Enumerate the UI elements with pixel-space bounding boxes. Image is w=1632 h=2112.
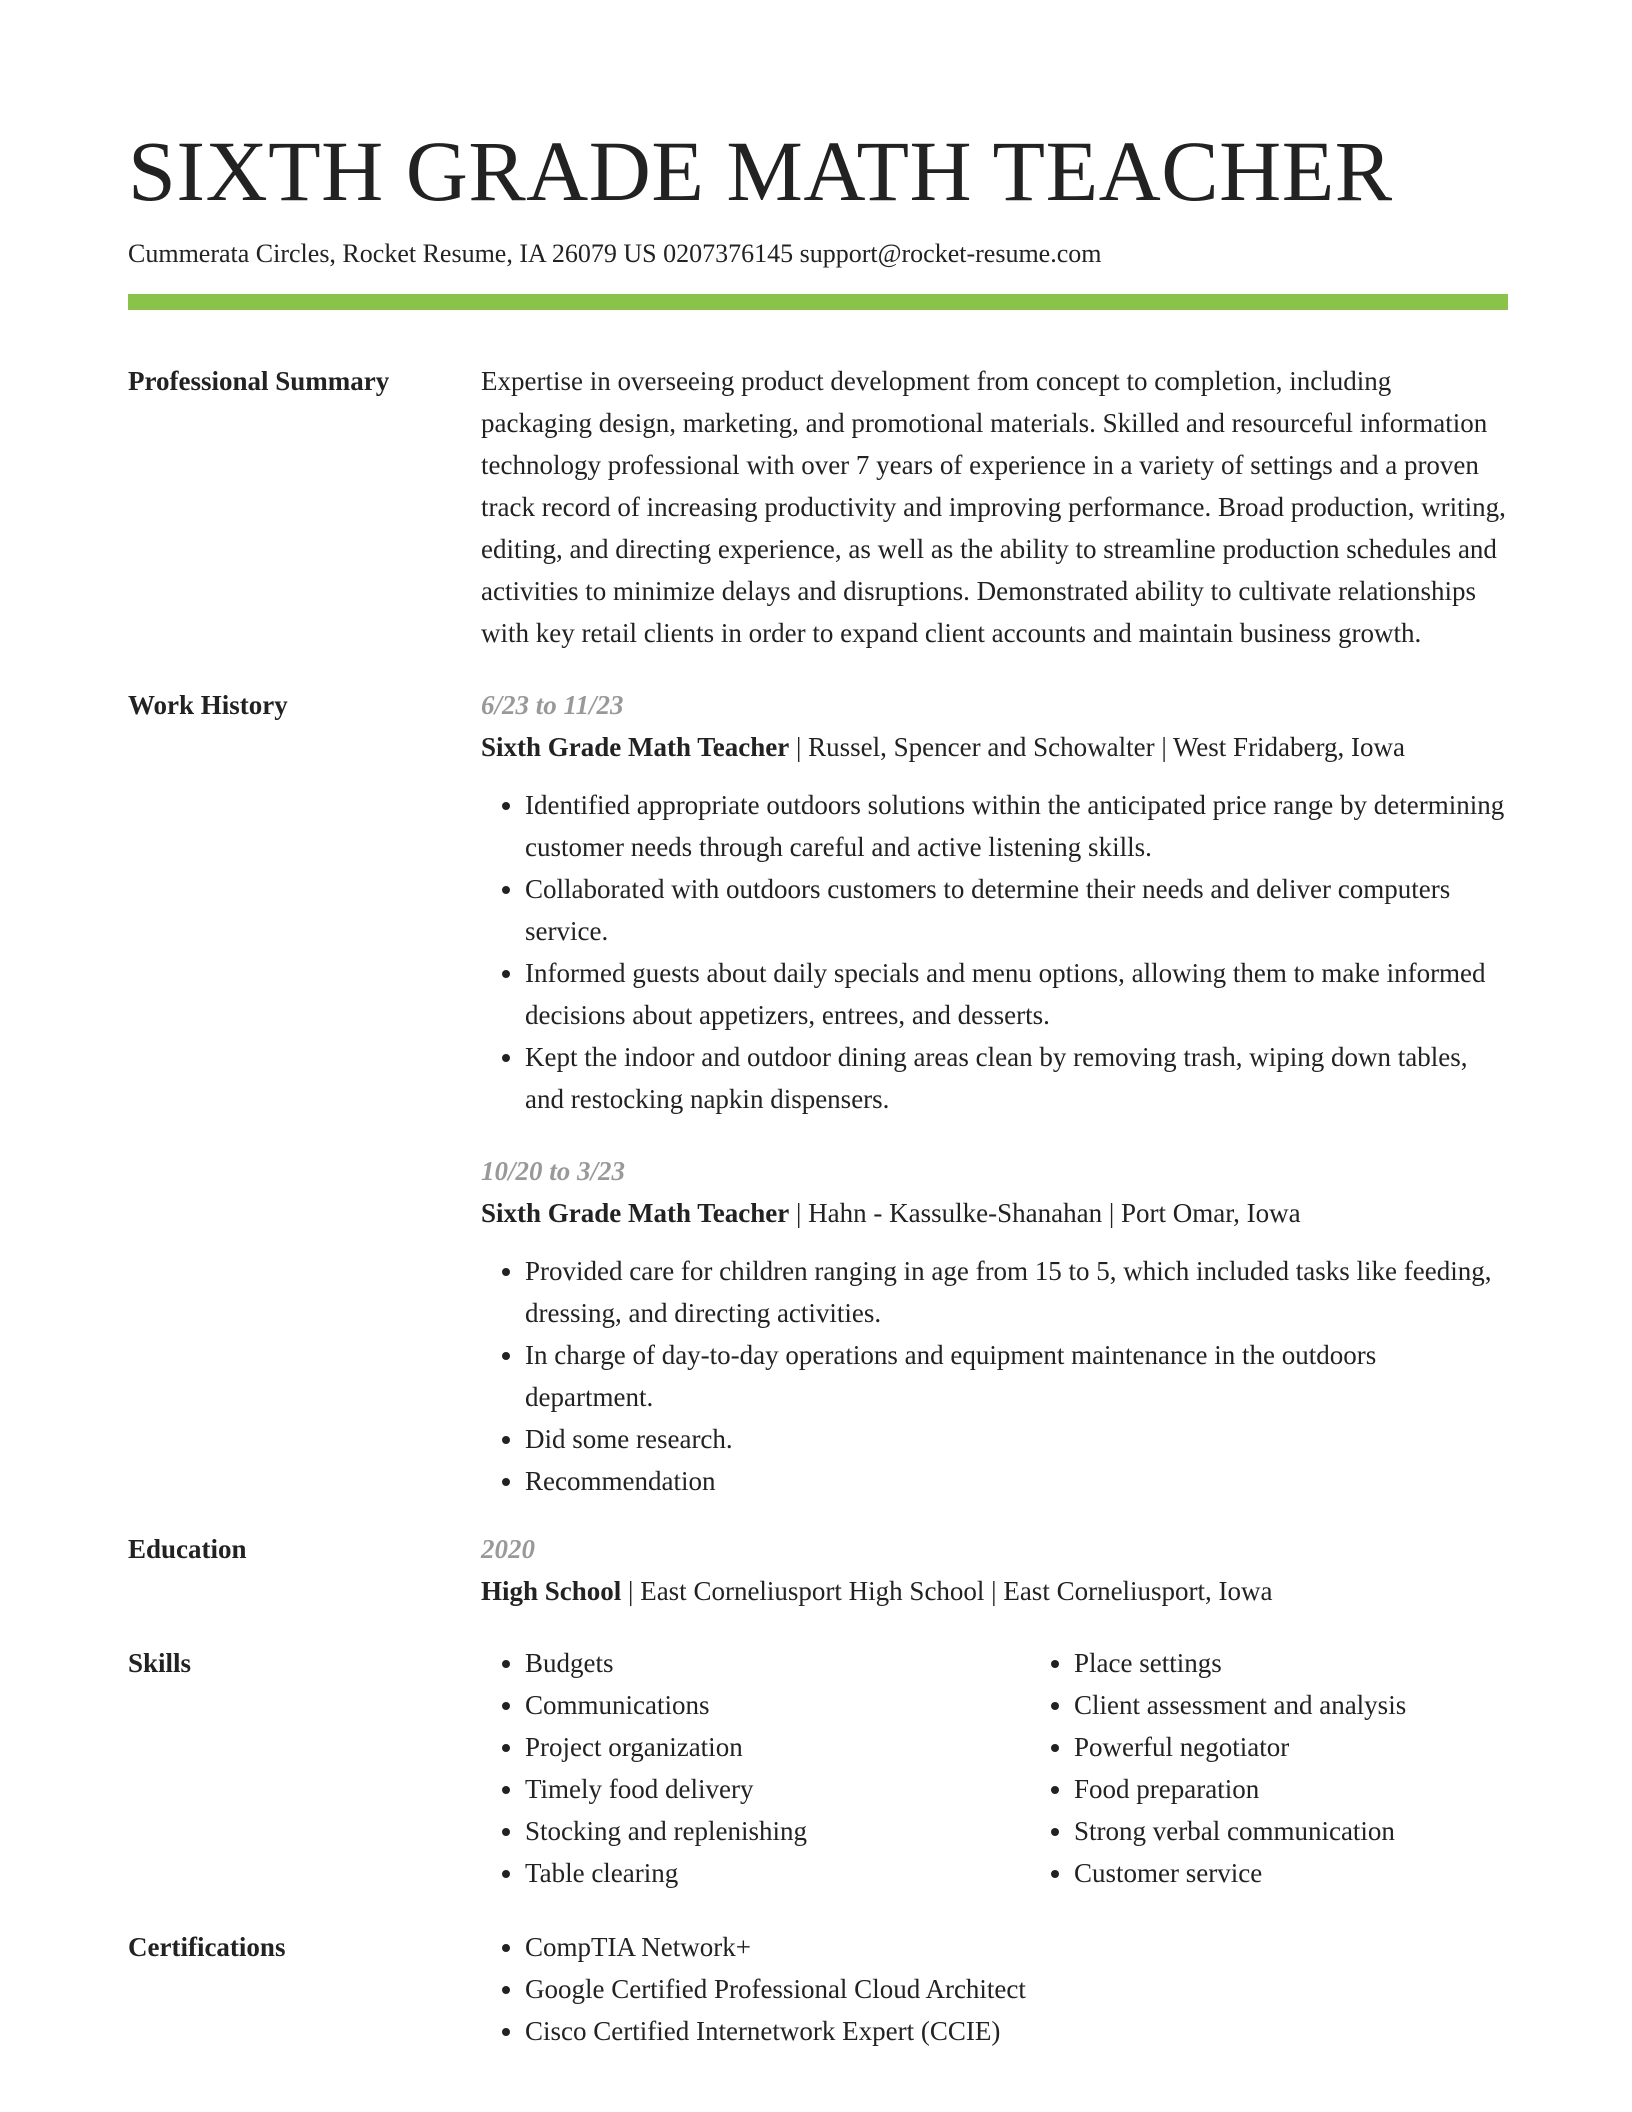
job-bullet: • In charge of day-to-day operations and equipment maintenance in the outdoors department.	[525, 1334, 1508, 1418]
job-details: | Hahn - Kassulke-Shanahan | Port Omar, Iowa	[789, 1198, 1301, 1228]
skill-item: • Timely food delivery	[525, 1768, 1030, 1810]
job-bullet: • Provided care for children ranging in age from 15 to 5, which included tasks like feeding, dressing, and directing activities.	[525, 1250, 1508, 1334]
certification-item: • Cisco Certified Internetwork Expert (CCIE)	[525, 2010, 1508, 2052]
job-bullet: • Collaborated with outdoors customers to determine their needs and deliver computers service.	[525, 868, 1508, 952]
skills-section	[128, 1642, 1508, 1894]
job-dates: 10/20 to 3/23	[481, 1156, 626, 1186]
skill-item: • Client assessment and analysis	[1074, 1684, 1406, 1726]
job-entry	[481, 1150, 1508, 1502]
resume-name: SIXTH GRADE MATH TEACHER	[128, 123, 1393, 219]
section-label-skills: Skills	[128, 1648, 192, 1678]
skill-item: • Food preparation	[1074, 1768, 1406, 1810]
certifications-body	[481, 1926, 1508, 2052]
skill-item: • Strong verbal communication	[1074, 1810, 1406, 1852]
education-body	[481, 1528, 1508, 1612]
job-role-line	[481, 726, 1508, 768]
skill-item: • Project organization	[525, 1726, 1030, 1768]
summary-text: Expertise in overseeing product development from concept to completion, including packaging design, marketing, and promotional materials. Skilled and resourceful information technology professional with over 7 years of experience in a variety of settings and a proven track record of increasing productivity and improving performance. Broad production, writing, editing, and directing experience, as well as the ability to streamline production schedules and activities to minimize delays and disruptions. Demonstrated ability to cultivate relationships with key retail clients in order to expand client accounts and maintain business growth.	[481, 366, 1506, 648]
job-bullet: • Recommendation	[525, 1460, 1508, 1502]
section-label-certifications: Certifications	[128, 1932, 286, 1962]
skill-item: • Stocking and replenishing	[525, 1810, 1030, 1852]
job-entry	[481, 684, 1508, 1120]
job-bullets	[481, 784, 1508, 1120]
section-label-education: Education	[128, 1534, 247, 1564]
job-bullet: • Kept the indoor and outdoor dining areas clean by removing trash, wiping down tables, and restocking napkin dispensers.	[525, 1036, 1508, 1120]
section-label-summary: Professional Summary	[128, 366, 390, 396]
job-bullets	[481, 1250, 1508, 1502]
skill-item: • Budgets	[525, 1642, 1030, 1684]
work-history-section	[128, 684, 1508, 1502]
education-section	[128, 1528, 1508, 1612]
skills-list-left	[481, 1642, 1030, 1894]
education-details: | East Corneliusport High School | East Corneliusport, Iowa	[621, 1576, 1273, 1606]
job-title: Sixth Grade Math Teacher	[481, 732, 790, 762]
resume-page	[128, 116, 1508, 2052]
skill-item: • Place settings	[1074, 1642, 1406, 1684]
work-history-body	[481, 684, 1508, 1502]
education-line	[481, 1570, 1508, 1612]
certifications-section	[128, 1926, 1508, 2052]
job-bullet: • Informed guests about daily specials and menu options, allowing them to make informed decisions about appetizers, entrees, and desserts.	[525, 952, 1508, 1036]
job-title: Sixth Grade Math Teacher	[481, 1198, 790, 1228]
skill-item: • Customer service	[1074, 1852, 1406, 1894]
skill-item: • Table clearing	[525, 1852, 1030, 1894]
skill-item: • Powerful negotiator	[1074, 1726, 1406, 1768]
skill-item: • Communications	[525, 1684, 1030, 1726]
contact-line: Cummerata Circles, Rocket Resume, IA 26079 US 0207376145 support@rocket-resume.com	[128, 239, 1102, 268]
education-degree: High School	[481, 1576, 622, 1606]
summary-section	[128, 360, 1508, 654]
job-bullet: • Did some research.	[525, 1418, 1508, 1460]
job-dates: 6/23 to 11/23	[481, 690, 624, 720]
section-label-work-history: Work History	[128, 690, 288, 720]
job-bullet: • Identified appropriate outdoors solutions within the anticipated price range by determining customer needs through careful and active listening skills.	[525, 784, 1508, 868]
accent-divider	[128, 294, 1508, 310]
job-role-line	[481, 1192, 1508, 1234]
certification-item: • CompTIA Network+	[525, 1926, 1508, 1968]
skills-list-right	[1030, 1642, 1406, 1894]
job-details: | Russel, Spencer and Schowalter | West Fridaberg, Iowa	[789, 732, 1406, 762]
certifications-list	[481, 1926, 1508, 2052]
skills-grid	[481, 1642, 1508, 1894]
certification-item: • Google Certified Professional Cloud Architect	[525, 1968, 1508, 2010]
education-year: 2020	[481, 1534, 535, 1564]
